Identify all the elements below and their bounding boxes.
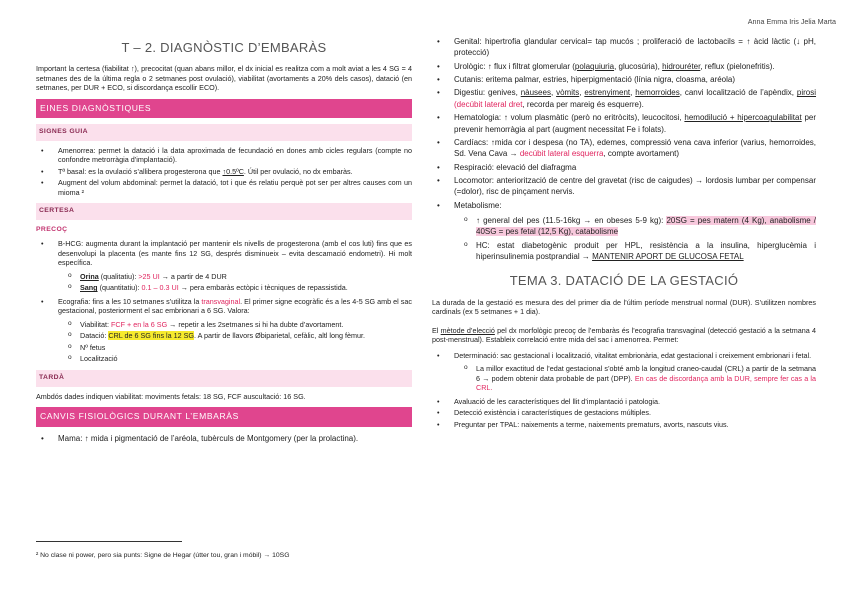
permet-list <box>432 351 816 361</box>
list-item: • Cardíacs: ↑mida cor i despesa (no TA), edemes, compressió vena cava inferior (varius, hemorroides, Sd. Vena Cava → decúbit lateral esquerra, compte avortament) <box>432 137 816 160</box>
list-item: • Detecció existència i característiques de gestacions múltiples. <box>432 408 816 418</box>
subsection-tarda: TARDÀ <box>36 370 412 387</box>
metabolisme-sublist <box>432 215 816 262</box>
list-item: o ↑ general del pes (11.5-16kg → en obeses 5-9 kg): 20SG = pes matern (4 Kg), anabolisme / 40SG = pes fetal (12,5 Kg), catabolisme <box>432 215 816 238</box>
list-item: • Digestiu: genives, nàusees, vòmits, estrenyiment, hemorroides, canvi localització de l’apèndix, pirosi (decúbit lateral dret, recorda per mareig és esquerre). <box>432 87 816 110</box>
section-canvis-fisiologics: CANVIS FISIOLÒGICS DURANT L’EMBARÀS <box>36 407 412 426</box>
list-item: • Locomotor: anteriorització de centre del gravetat (risc de caigudes) → lordosis lumbar per compensar (=dolor), risc de pinçament nervis. <box>432 175 816 198</box>
metode-paragraph: El mètode d’elecció pel dx morfològic precoç de l’embaràs és l’ecografia transvaginal (detecció gestació a la setmana 4 post-menstrual). Estableix correlació entre mida del sac i amenorrea. Permet: <box>432 325 816 345</box>
list-item: o HC: estat diabetogènic produit per HPL, resistència a la insulina, hiperglucèmia i hiperinsulinemia postprandial → MANTENIR APORT DE GLUCOSA FETAL <box>432 240 816 263</box>
author-header: Anna Emma Iris Jelia Marta <box>747 17 836 26</box>
list-item: • Metabolisme: <box>432 200 816 211</box>
list-item: o Datació: CRL de 6 SG fins la 12 SG. A partir de llavors Øbiparietal, cefàlic, altl long fèmur. <box>36 331 412 341</box>
subsection-signes-guia: SIGNES GUIA <box>36 124 412 141</box>
list-item: • Urològic: ↑ flux i filtrat glomerular (polaquiuria, glucosúria), hidrouréter, reflux (pielonefritis). <box>432 61 816 72</box>
footnote: ² No clase ni power, pero sia punts: Signe de Hegar (útter tou, gran i móbil) → 10SG <box>36 552 290 559</box>
list-item: o Sang (quantitatiu): 0.1 – 0.3 UI → pera embaràs ectòpic i tècniques de repassistida. <box>36 283 412 293</box>
list-item: • Cutanis: eritema palmar, estries, hiperpigmentació (línia nigra, cloasma, aréola) <box>432 74 816 85</box>
list-item: • Augment del volum abdominal: permet la datació, tot i que és relatiu perquè pot ser per altres causes com un mioma ² <box>36 178 412 197</box>
canvis-list <box>36 433 412 444</box>
list-item: o La millor exactitud de l’edat gestacional s’obté amb la longitud craneo-caudal (CRL) a partir de la setmana 6 → podem obtenir data probable de part (DPP). En cas de discordança amb la DUR, sempre fer cas a la CRL. <box>432 364 816 393</box>
systems-list <box>432 36 816 211</box>
list-item: • B-HCG: augmenta durant la implantació per mantenir els nivells de progesterona (amb el cos luti) fins que es desenvolupi la placenta (es mante fins 12 SG, després disminueix – evita descamació endometri). Hi molt específica. <box>36 239 412 268</box>
list-item: • Ecografia: fins a les 10 setmanes s’utilitza la transvaginal. El primer signe ecogràfic és a les 4-5 SG amb el sac gestacional, posteriorment el sac embrionari a 6 SG. Valora: <box>36 297 412 316</box>
bhcg-sublist <box>36 272 412 293</box>
list-item: • Genital: hipertrofia glandular cervical= tap mucós ; proliferació de lactobacils = ↑ àcid làctic (↓ pH, protecció) <box>432 36 816 59</box>
tema3-title: TEMA 3. DATACIÓ DE LA GESTACIÓ <box>509 273 739 289</box>
list-item: • Tª basal: es la ovulació s’allibera progesterona que ↑0.5ºC. Útil per ovulació, no dx embaràs. <box>36 167 412 177</box>
list-item: • Amenorrea: permet la datació i la data aproximada de fecundació en dones amb cicles regulars (compte no confondre metrorràgia d’implantació). <box>36 146 412 165</box>
subsection-precoc: PRECOÇ <box>36 226 68 234</box>
footnote-divider <box>36 541 182 542</box>
eco-list <box>36 297 412 316</box>
right-column <box>432 36 816 433</box>
list-item: • Determinació: sac gestacional i localització, vitalitat embrionària, edat gestacional i creixement embrionari i fetal. <box>432 351 816 361</box>
section-eines-diagnostiques: EINES DIAGNÒSTIQUES <box>36 99 412 118</box>
list-item: • Avaluació de les característiques del llit d’implantació i patologia. <box>432 397 816 407</box>
precoc-list <box>36 239 412 268</box>
signes-list <box>36 146 412 198</box>
crl-sublist <box>432 364 816 393</box>
list-item: o Viabilitat: FCF + en la 6 SG → repetir a les 2setmanes si hi ha dubte d’avortament. <box>36 320 412 330</box>
list-item: • Respiració: elevació del diafragma <box>432 162 816 173</box>
subsection-certesa: CERTESA <box>36 203 412 220</box>
chapter-title: T – 2. DIAGNÒSTIC D’EMBARÀS <box>121 40 327 55</box>
list-item: o Localització <box>36 354 412 364</box>
list-item: • Hematologia: ↑ volum plasmàtic (però no eritròcits), leucocitosi, hemodilució + hipercoagulabilitat per prevenir hemorràgia al part (augment necessitat Fe i folats). <box>432 112 816 135</box>
eco-sublist <box>36 320 412 364</box>
tarda-paragraph: Ambdós dades indiquen viabilitat: moviments fetals: 18 SG, FCF auscultació: 16 SG. <box>36 391 306 401</box>
list-item: o Orina (qualitatiu): >25 UI → a partir de 4 DUR <box>36 272 412 282</box>
left-column <box>36 36 412 448</box>
list-item: • Preguntar per TPAL: naixements a terme, naixements prematurs, avorts, nascuts vius. <box>432 420 816 430</box>
list-item: o Nº fetus <box>36 343 412 353</box>
list-item: • Mama: ↑ mida i pigmentació de l’aréola, tubèrculs de Montgomery (per la prolactina). <box>36 433 412 444</box>
intro-paragraph: Important la certesa (fiabilitat ↑), precocitat (quan abans millor, el dx inicial es realitza com a molt aviat a les 4 SG = 4 setmanes des de la última regla o 2 setmanes post ovulació), viabilitat (avortaments a 20% dels casos), datació (en setmanes, per DUR + ECO, si discordança escollir ECO). <box>36 64 412 93</box>
permet-list-2 <box>432 397 816 430</box>
durada-paragraph: La durada de la gestació es mesura des del primer dia de l’últim període menstrual normal (DUR). S’utilitzen nombres cardinals (ex 5 setmanes + 1 dia). <box>432 297 816 317</box>
